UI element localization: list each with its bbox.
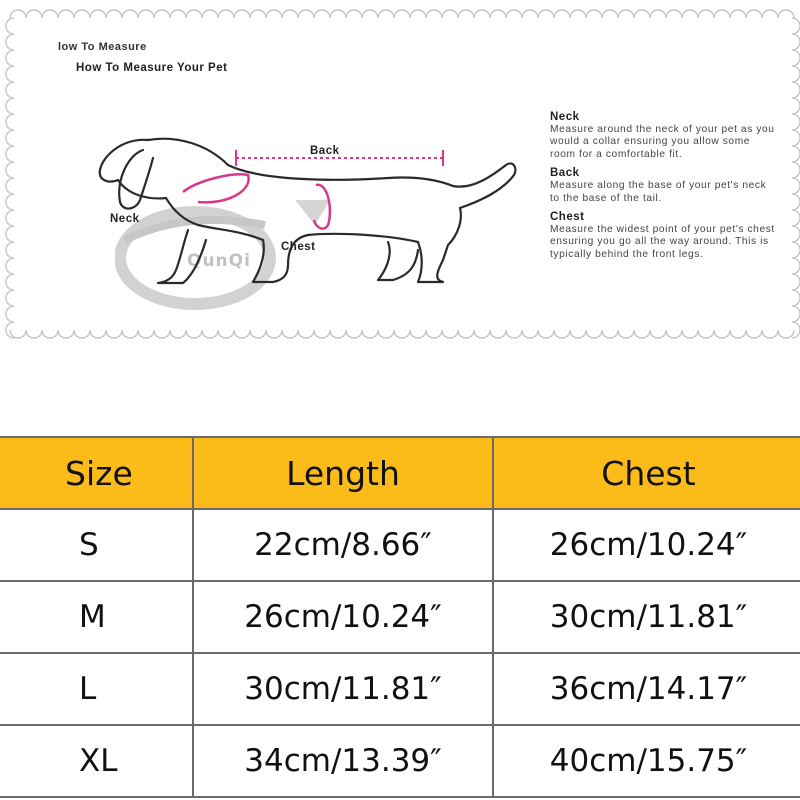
svg-text:QunQi: QunQi — [187, 251, 251, 271]
cell-chest: 40cm/15.75″ — [493, 725, 800, 797]
size-table — [0, 436, 800, 798]
back-label: Back — [310, 145, 340, 157]
measure-notes — [550, 110, 775, 266]
neck-label: Neck — [110, 213, 140, 225]
cell-size: L — [0, 653, 193, 725]
dog-outline-illustration — [88, 120, 528, 300]
cell-chest: 26cm/10.24″ — [493, 509, 800, 581]
cell-length: 34cm/13.39″ — [193, 725, 493, 797]
cell-length: 22cm/8.66″ — [193, 509, 493, 581]
header-size: Size — [0, 437, 193, 509]
table-row — [0, 509, 800, 581]
cell-chest: 30cm/11.81″ — [493, 581, 800, 653]
guide-title: How To Measure Your Pet — [76, 62, 228, 74]
note-heading-neck: Neck — [550, 111, 580, 123]
table-row — [0, 653, 800, 725]
note-heading-chest: Chest — [550, 211, 585, 224]
note-text-neck: Measure around the neck of your pet as you would a collar ensuring you allow some room for a comfortable fit. — [550, 124, 775, 160]
cell-chest: 36cm/14.17″ — [493, 653, 800, 725]
cell-length: 26cm/10.24″ — [193, 581, 493, 653]
measure-guide — [0, 0, 800, 340]
note-text-chest: Measure the widest point of your pet's chest ensuring you go all the way around. This is typically behind the front legs. — [550, 224, 775, 260]
size-chart — [0, 436, 800, 798]
header-chest: Chest — [493, 437, 800, 509]
cell-size: M — [0, 581, 193, 653]
table-header-row — [0, 437, 800, 509]
header-length: Length — [193, 437, 493, 509]
table-row — [0, 725, 800, 797]
note-text-back: Measure along the base of your pet's neck to the base of the tail. — [550, 180, 767, 204]
table-row — [0, 581, 800, 653]
cell-size: S — [0, 509, 193, 581]
cell-length: 30cm/11.81″ — [193, 653, 493, 725]
chest-label: Chest — [281, 241, 316, 253]
guide-title-small: low To Measure — [58, 41, 147, 53]
cell-size: XL — [0, 725, 193, 797]
note-heading-back: Back — [550, 167, 580, 180]
